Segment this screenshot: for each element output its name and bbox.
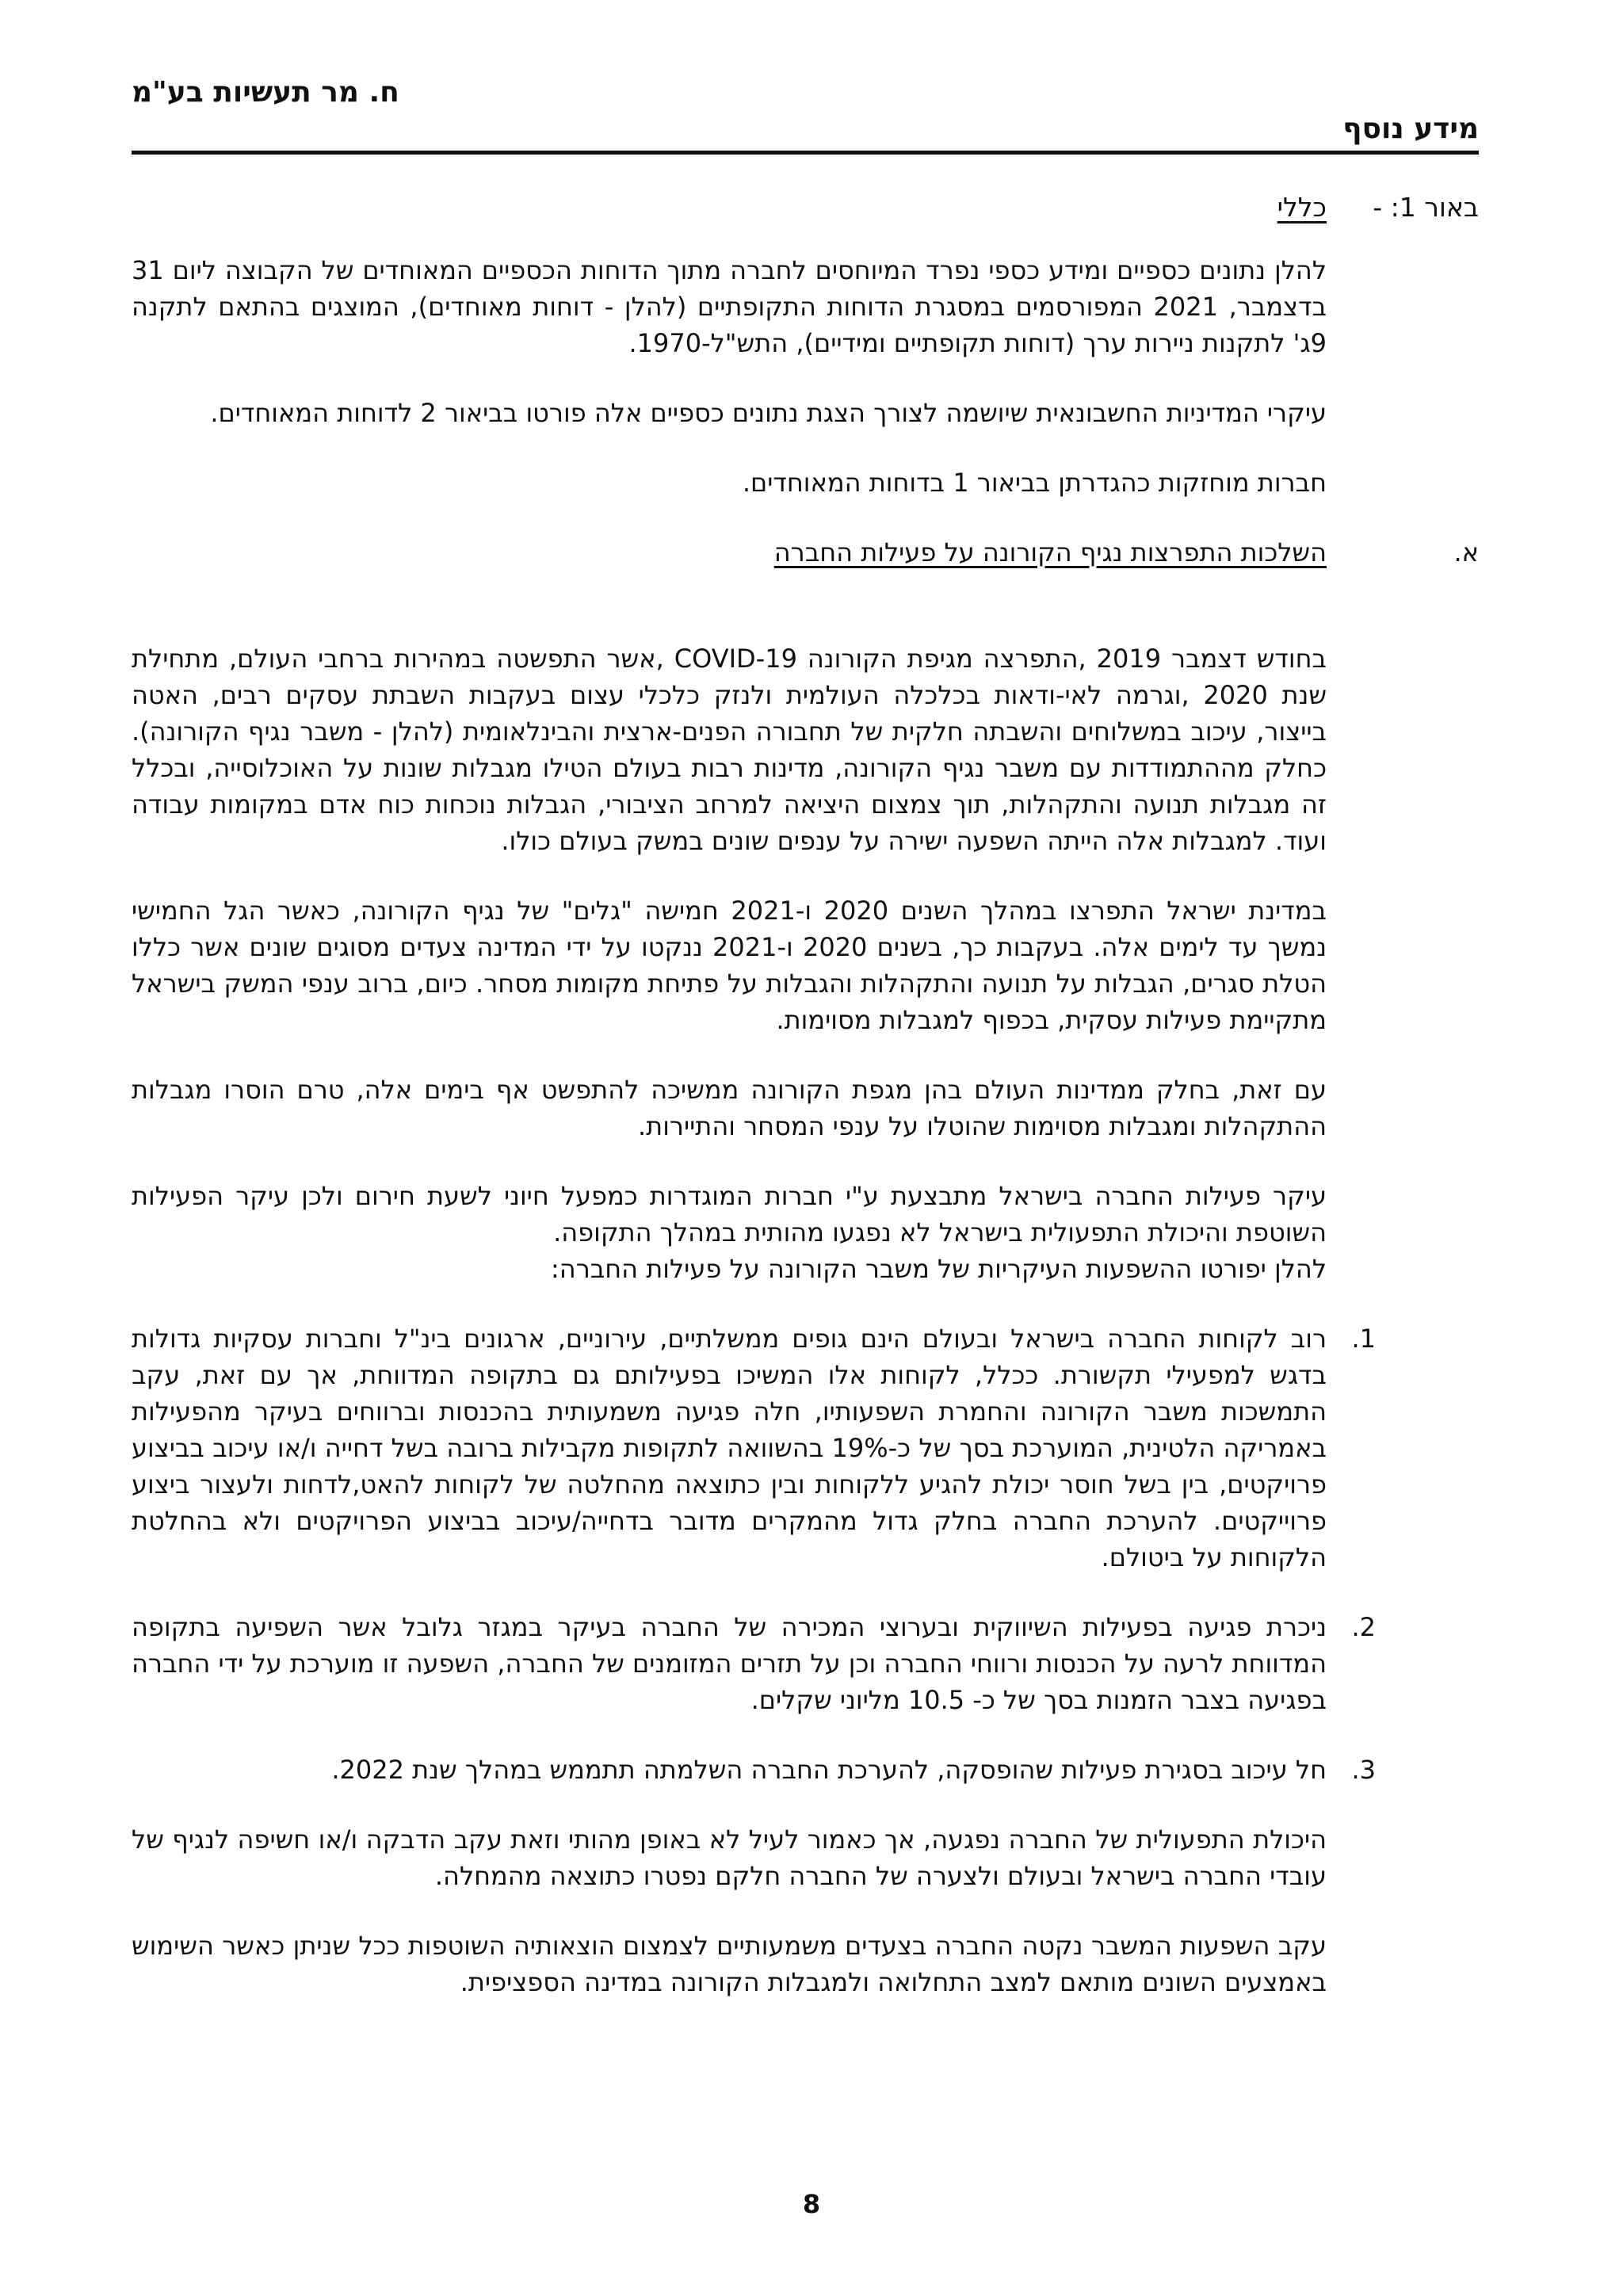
closing-paragraph: היכולת התפעולית של החברה נפגעה, אך כאמור לעיל לא באופן מהותי וזאת עקב הדבקה ו/או חשיפה לנגיף של עובדי החברה בישראל ובעולם ולצערה של החברה חלקם נפטרו כתוצאה מהמחלה. bbox=[132, 1824, 1327, 1891]
impact-item bbox=[132, 1320, 1376, 1576]
impact-item bbox=[132, 1752, 1376, 1788]
impact-text: רוב לקוחות החברה בישראל ובעולם הינם גופים ממשלתיים, עירוניים, ארגונים בינ"ל וחברות עסקיות גדולות בדגש למפעילי תקשורת. ככלל, לקוחות אלו המשיכו בפעילותם גם בתקופה המדווחת, אך עם זאת, עקב התמשכות משבר הקורונה והחמרת השפעותיו, חלה פגיעה משמעותית בהכנסות וברווחים בעיקר מהפעילות באמריקה הלטינית, המוערכת בסך של כ-19% בהשוואה לתקופות מקבילות ברובה בשל דחייה ו/או עיכוב בביצוע פרויקטים, בין בשל חוסר יכולת להגיע ללקוחות ובין כתוצאה מהחלטה של לקוחות להאט,לדחות ולעצור ביצוע פרוייקטים. להערכת החברה בחלק גדול מהמקרים מדובר בדחייה/עיכוב בביצוע הפרויקטים ולא בהחלטת הלקוחות על ביטולם. bbox=[132, 1324, 1327, 1572]
closing-paragraph: עקב השפעות המשבר נקטה החברה בצעדים משמעותיים לצמצום הוצאותיה השוטפות ככל שניתן כאשר השימוש באמצעים השונים מותאם למצב התחלואה ולמגבלות הקורונה במדינה הספציפית. bbox=[132, 1931, 1327, 1997]
covid-paragraph: במדינת ישראל התפרצו במהלך השנים 2020 ו-2021 חמישה "גלים" של נגיף הקורונה, כאשר הגל החמישי נמשך עד לימים אלה. בעקבות כך, בשנים 2020 ו-2021 ננקטו על ידי המדינה צעדים מסוגים שונים אשר כללו הטלת סגרים, הגבלות על תנועה והתקהלות והגבלות על פתיחת מקומות מסחר. כיום, ברוב ענפי המשק בישראל מתקיימת פעילות עסקית, בכפוף למגבלות מסוימות. bbox=[132, 896, 1327, 1035]
subsection-letter: א. bbox=[1453, 537, 1479, 567]
covid-paragraph: בחודש דצמבר 2019 ,התפרצה מגיפת הקורונה COVID-19 ,אשר התפשטה במהירות ברחבי העולם, מתחילת שנת 2020 ,וגרמה לאי-ודאות בכלכלה העולמית ולנזק כלכלי עצום בעקבות השבתת עסקים רבים, האטה בייצור, עיכוב במשלוחים והשבתה חלקית של תחבורה הפנים-ארצית והבינלאומית (להלן - משבר נגיף הקורונה). כחלק מההתמודדות עם משבר נגיף הקורונה, מדינות רבות בעולם הטילו מגבלות שונות על האוכלוסייה, ובכלל זה מגבלות תנועה והתקהלות, תוך צמצום היציאה למרחב הציבורי, הגבלות נוכחות כוח אדם במקומות עבודה ועוד. למגבלות אלה הייתה השפעה ישירה על ענפים שונים במשק בעולם כולו. bbox=[132, 644, 1327, 856]
impact-text: ניכרת פגיעה בפעילות השיווקית ובערוצי המכירה של החברה בעיקר במגזר גלובל אשר השפיעה בתקופה המדווחת לרעה על הכנסות ורווחי החברה וכן על תזרים המזומנים של החברה, השפעה זו מוערכת על ידי החברה בפגיעה בצבר הזמנות בסך של כ- 10.5 מליוני שקלים. bbox=[132, 1612, 1327, 1715]
subsection-title: השלכות התפרצות נגיף הקורונה על פעילות החברה bbox=[773, 537, 1327, 567]
impact-number: 3. bbox=[1351, 1755, 1376, 1785]
covid-paragraph: עם זאת, בחלק ממדינות העולם בהן מגפת הקורונה ממשיכה להתפשט אף בימים אלה, טרם הוסרו מגבלות ההתקהלות ומגבלות מסוימות שהוטלו על ענפי המסחר והתיירות. bbox=[132, 1075, 1327, 1141]
impact-text: חל עיכוב בסגירת פעילות שהופסקה, להערכת החברה השלמתה תתממש במהלך שנת 2022. bbox=[331, 1755, 1327, 1785]
covid-paragraph: להלן יפורטו ההשפעות העיקריות של משבר הקורונה על פעילות החברה: bbox=[551, 1254, 1327, 1284]
company-name: ח. מר תעשיות בע"מ bbox=[132, 76, 399, 109]
impact-number: 2. bbox=[1351, 1612, 1376, 1642]
intro-paragraph: חברות מוחזקות כהגדרתן בביאור 1 בדוחות המאוחדים. bbox=[742, 468, 1327, 498]
covid-paragraph: עיקר פעילות החברה בישראל מתבצעת ע"י חברות המוגדרות כמפעל חיוני לשעת חירום ולכן עיקר הפעילות השוטפת והיכולת התפעולית בישראל לא נפגעו מהותית במהלך התקופה. bbox=[132, 1181, 1327, 1247]
impact-item bbox=[132, 1609, 1376, 1718]
section-title: מידע נוסף bbox=[1342, 113, 1479, 145]
note-title: כללי bbox=[1277, 192, 1327, 223]
subsection-heading bbox=[132, 534, 1479, 571]
page-number: 8 bbox=[802, 2189, 821, 2219]
intro-paragraph: עיקרי המדיניות החשבונאית שיושמה לצורך הצגת נתונים כספיים אלה פורטו בביאור 2 לדוחות המאוחדים. bbox=[210, 398, 1327, 428]
intro-paragraph: להלן נתונים כספיים ומידע כספי נפרד המיוחסים לחברה מתוך הדוחות הכספיים המאוחדים של הקבוצה ליום 31 בדצמבר, 2021 המפורסמים במסגרת הדוחות התקופתיים (להלן - דוחות מאוחדים), המוצגים בהתאם לתקנה 9ג' לתקנות ניירות ערך (דוחות תקופתיים ומידיים), התש"ל-1970. bbox=[132, 255, 1327, 358]
document-body bbox=[132, 252, 1479, 2034]
impact-number: 1. bbox=[1351, 1324, 1376, 1354]
note-label: באור 1: - bbox=[1373, 192, 1479, 223]
header-divider bbox=[132, 151, 1479, 155]
